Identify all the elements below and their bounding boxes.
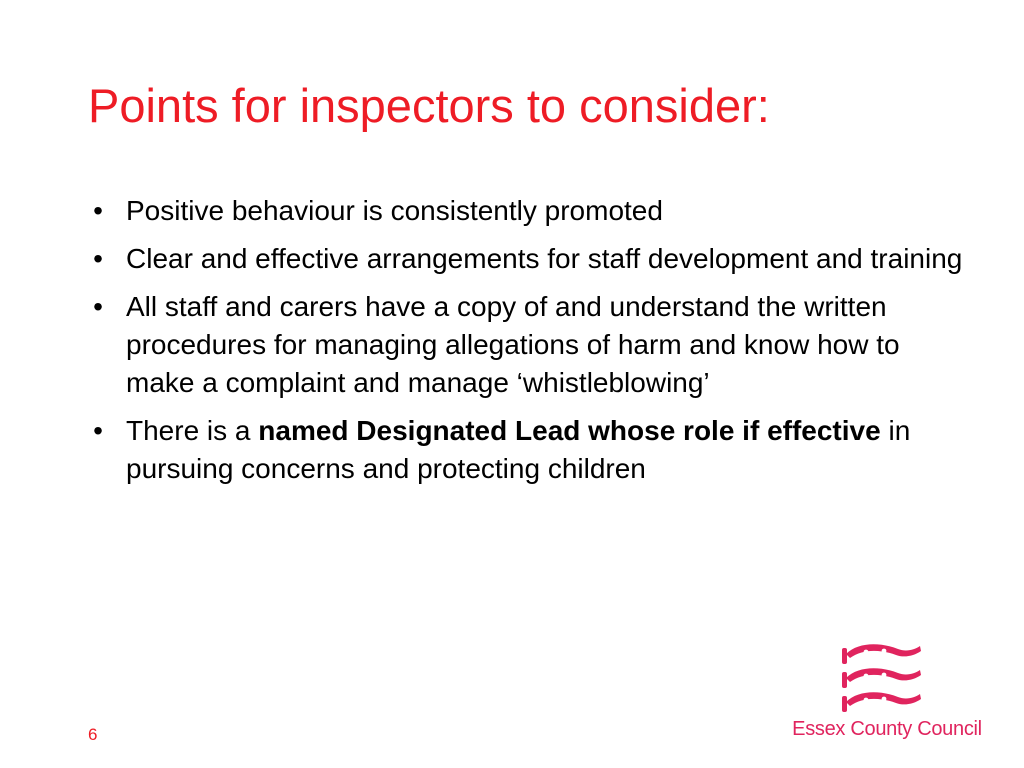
bullet-text [126, 195, 663, 226]
bullet-text [126, 415, 910, 484]
bullet-segment: All staff and carers have a copy of and understand the written procedures for managing allegations of harm and know how to make a complaint and manage ‘whistleblowing’ [126, 291, 900, 398]
bullet-item [86, 288, 966, 402]
bullet-text [126, 243, 962, 274]
bullet-segment: Clear and effective arrangements for staff development and training [126, 243, 963, 274]
bullet-marker: • [93, 291, 103, 322]
essex-county-council-logo [782, 640, 992, 750]
bullet-list [86, 192, 966, 498]
bullet-item [86, 412, 966, 488]
bullet-marker: • [93, 243, 103, 274]
bullet-item [86, 192, 966, 230]
logo-text: Essex County Council [792, 718, 982, 740]
bullet-marker: • [93, 195, 103, 226]
bullet-segment-bold: named Designated Lead whose role if effective [258, 415, 881, 446]
bullet-item [86, 240, 966, 278]
bullet-segment: There is a [126, 415, 259, 446]
page-number: 6 [88, 725, 98, 744]
three-seaxes-icon [840, 640, 924, 712]
slide-title: Points for inspectors to consider: [88, 79, 770, 132]
bullet-text [126, 291, 900, 398]
bullet-segment: Positive behaviour is consistently promoted [126, 195, 663, 226]
bullet-segment: in pursuing concerns and protecting children [126, 415, 911, 484]
bullet-marker: • [93, 415, 103, 446]
